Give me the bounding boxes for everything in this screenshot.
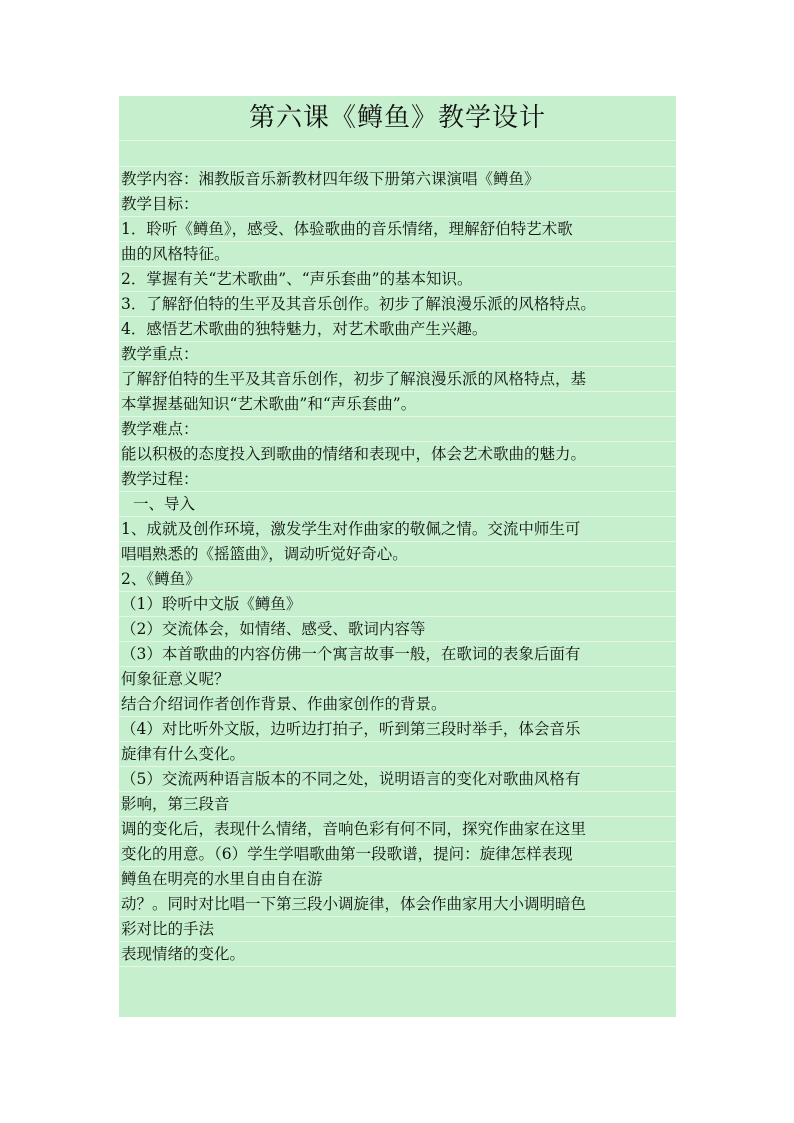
content-line: 鳟鱼在明亮的水里自由自在游 (119, 867, 676, 892)
content-line: （4）对比听外文版，边听边打拍子，听到第三段时举手，体会音乐 (119, 717, 676, 742)
content-line: 能以积极的态度投入到歌曲的情绪和表现中，体会艺术歌曲的魅力。 (119, 442, 676, 467)
content-line: 2．掌握有关“艺术歌曲”、“声乐套曲”的基本知识。 (119, 267, 676, 292)
content-line: 表现情绪的变化。 (119, 942, 676, 967)
content-line: 动？。同时对比唱一下第三段小调旋律，体会作曲家用大小调明暗色 (119, 892, 676, 917)
content-line: （3）本首歌曲的内容仿佛一个寓言故事一般，在歌词的表象后面有 (119, 642, 676, 667)
key-points-heading: 教学重点： (119, 342, 676, 367)
content-line: 本掌握基础知识“艺术歌曲”和“声乐套曲”。 (119, 392, 676, 417)
section-heading-intro: 一、导入 (119, 492, 676, 517)
content-line: 何象征意义呢？ (119, 667, 676, 692)
content-line: 结合介绍词作者创作背景、作曲家创作的背景。 (119, 692, 676, 717)
process-heading: 教学过程： (119, 467, 676, 492)
blank-row (119, 141, 676, 167)
objectives-heading: 教学目标： (119, 192, 676, 217)
content-line: 影响，第三段音 (119, 792, 676, 817)
content-line: 1、成就及创作环境，激发学生对作曲家的敬佩之情。交流中师生可 (119, 517, 676, 542)
content-line: （5）交流两种语言版本的不同之处，说明语言的变化对歌曲风格有 (119, 767, 676, 792)
content-line: 教学内容：湘教版音乐新教材四年级下册第六课演唱《鳟鱼》 (119, 167, 676, 192)
difficulties-heading: 教学难点： (119, 417, 676, 442)
content-line: 3．了解舒伯特的生平及其音乐创作。初步了解浪漫乐派的风格特点。 (119, 292, 676, 317)
content-line: 2、《鳟鱼》 (119, 567, 676, 592)
content-line: 旋律有什么变化。 (119, 742, 676, 767)
content-line: 曲的风格特征。 (119, 242, 676, 267)
content-line: 4．感悟艺术歌曲的独特魅力，对艺术歌曲产生兴趣。 (119, 317, 676, 342)
lesson-plan-document (119, 96, 676, 1017)
content-line: （1）聆听中文版《鳟鱼》 (119, 592, 676, 617)
content-line: 彩对比的手法 (119, 917, 676, 942)
content-line: 调的变化后，表现什么情绪，音响色彩有何不同，探究作曲家在这里 (119, 817, 676, 842)
content-line: 变化的用意。（6）学生学唱歌曲第一段歌谱，提问：旋律怎样表现 (119, 842, 676, 867)
content-line: （2）交流体会，如情绪、感受、歌词内容等 (119, 617, 676, 642)
document-title: 第六课《鳟鱼》教学设计 (119, 96, 676, 141)
content-line: 1．聆听《鳟鱼》，感受、体验歌曲的音乐情绪，理解舒伯特艺术歌 (119, 217, 676, 242)
content-line: 了解舒伯特的生平及其音乐创作，初步了解浪漫乐派的风格特点，基 (119, 367, 676, 392)
content-line: 唱唱熟悉的《摇篮曲》，调动听觉好奇心。 (119, 542, 676, 567)
